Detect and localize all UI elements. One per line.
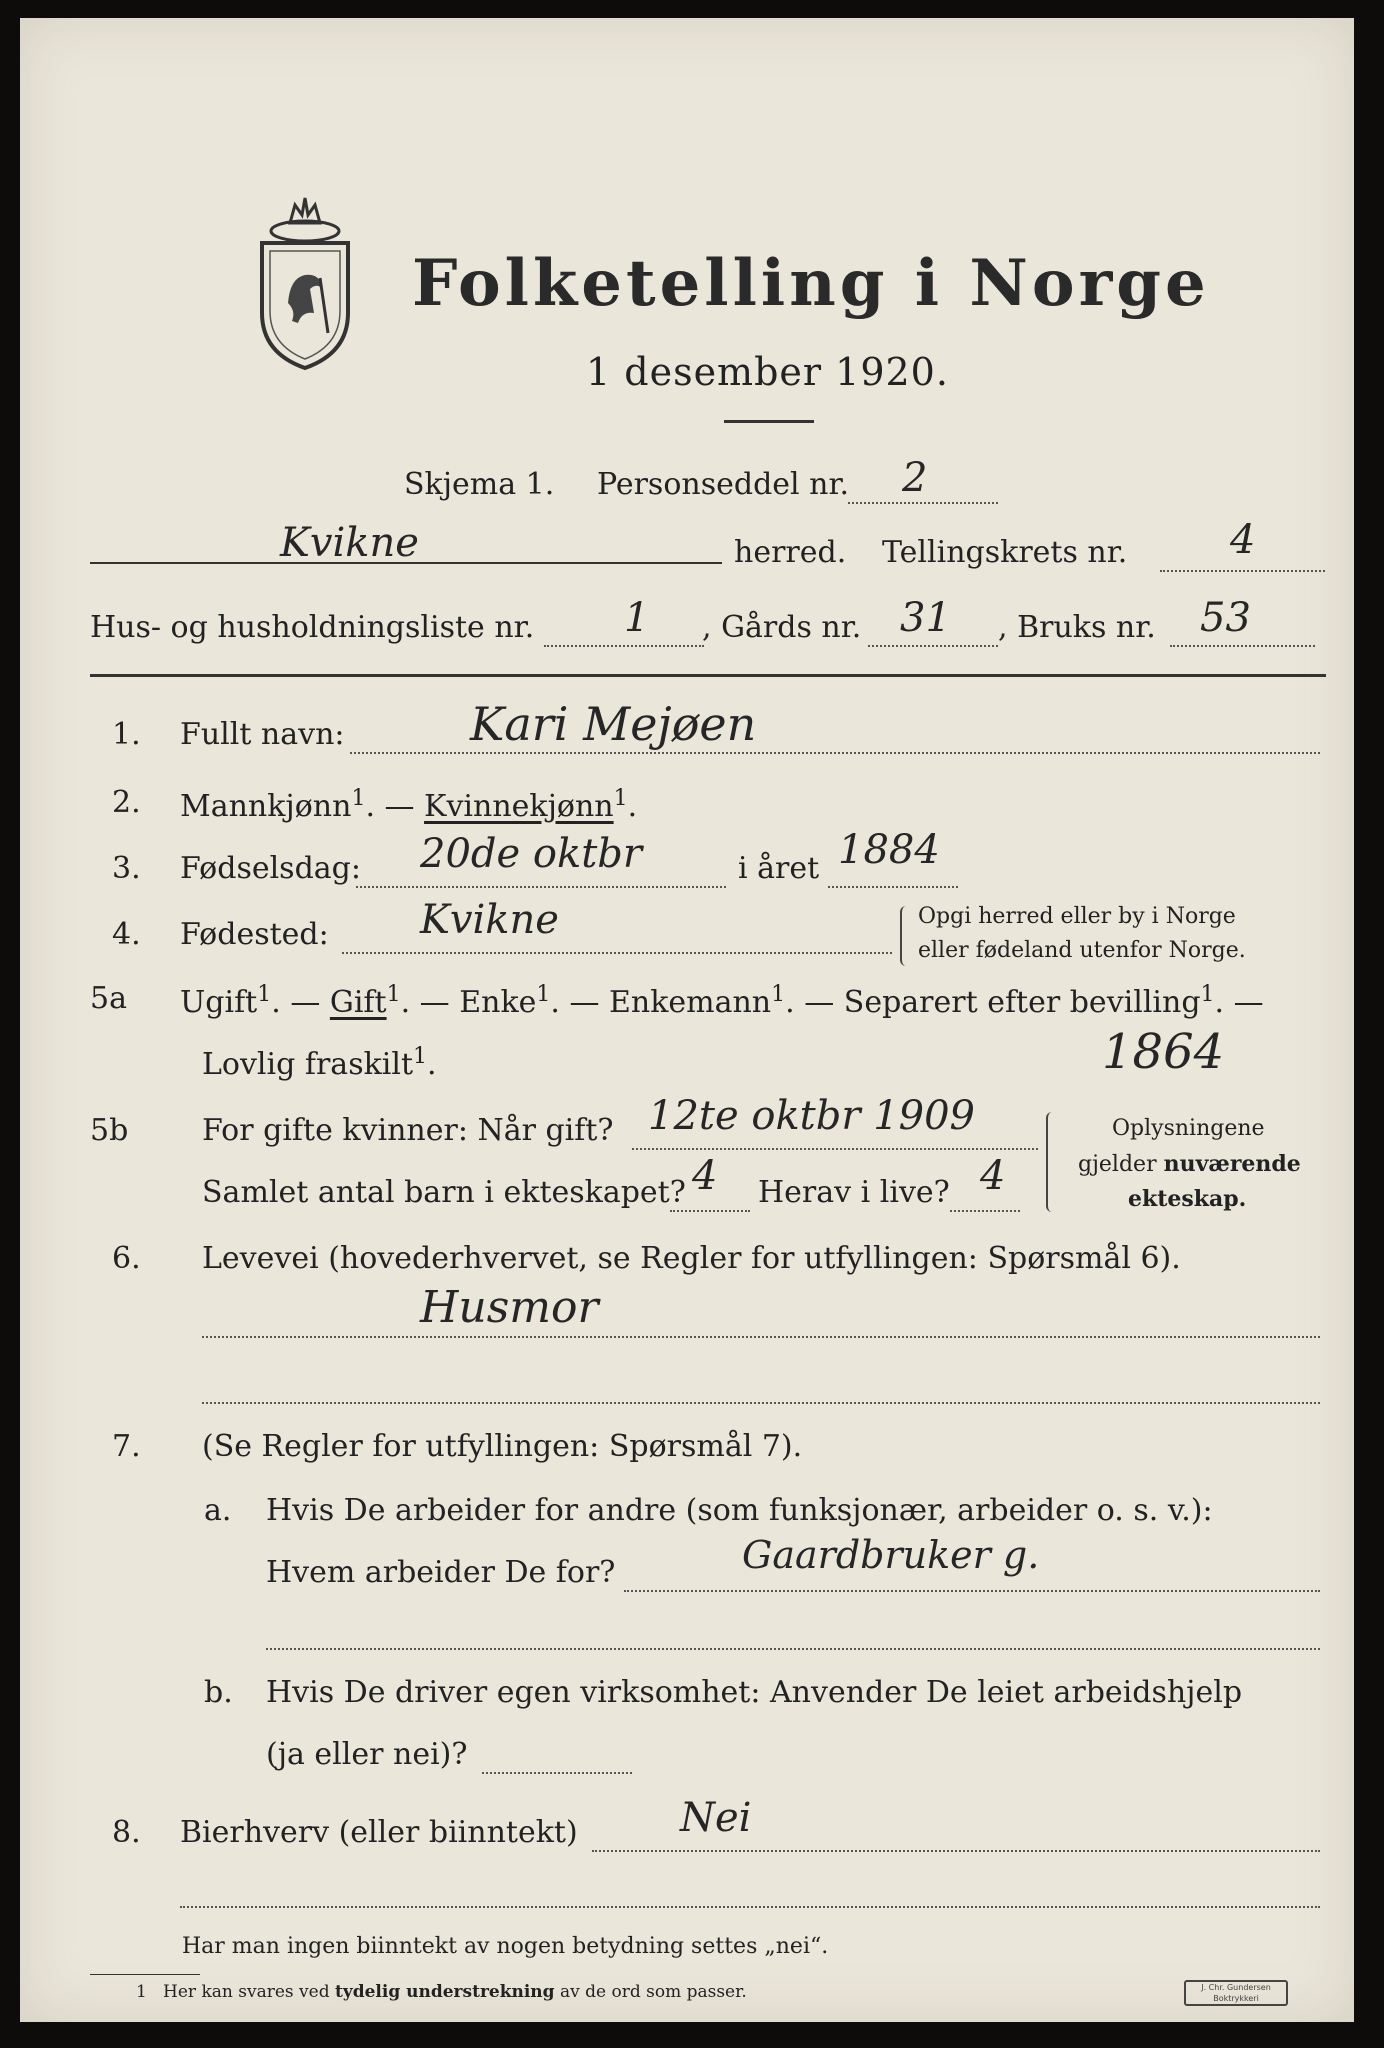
q5b-number: 5b xyxy=(90,1113,129,1148)
q5a-annotation: 1864 xyxy=(1102,1024,1225,1080)
q5b-value: 12te oktbr 1909 xyxy=(648,1093,975,1139)
q6-number: 6. xyxy=(112,1241,141,1276)
q4-label: Fødested: xyxy=(180,917,329,952)
q1-line xyxy=(350,752,1320,754)
q2-number: 2. xyxy=(112,785,141,820)
tellingskrets-label: Tellingskrets nr. xyxy=(882,535,1128,570)
q5a-gift: Gift xyxy=(329,985,387,1020)
q7a-line xyxy=(624,1590,1320,1592)
q4-brace xyxy=(900,906,912,966)
q3-line xyxy=(356,886,726,888)
form-date: 1 desember 1920. xyxy=(586,350,949,394)
q1-value: Kari Mejøen xyxy=(470,697,757,751)
q8-number: 8. xyxy=(112,1815,141,1850)
q5b-brace xyxy=(1046,1112,1060,1212)
personseddel-value: 2 xyxy=(902,455,928,501)
hus-line xyxy=(544,645,704,647)
herred-label: herred. xyxy=(734,535,847,570)
q7a-label: Hvis De arbeider for andre (som funksjonær, arbeider o. s. v.): xyxy=(266,1493,1213,1528)
q4-note-2: eller fødeland utenfor Norge. xyxy=(918,938,1246,963)
gards-value: 31 xyxy=(900,595,951,641)
q7a-value: Gaardbruker g. xyxy=(742,1533,1040,1577)
q7b-number: b. xyxy=(204,1675,233,1710)
q3-value: 20de oktbr xyxy=(420,831,643,877)
q7a-number: a. xyxy=(204,1493,232,1528)
q3-mid: i året xyxy=(738,851,820,886)
q7a-line-2 xyxy=(266,1648,1320,1650)
q5b-note-1: Oplysningene xyxy=(1112,1116,1265,1141)
personseddel-line xyxy=(848,502,998,504)
q7a-question: Hvem arbeider De for? xyxy=(266,1555,616,1590)
q6-value: Husmor xyxy=(420,1282,599,1333)
q2-text: Mannkjønn$^1$. — Kvinnekjønn$^1$. xyxy=(180,786,638,824)
tellingskrets-value: 4 xyxy=(1230,517,1256,563)
footer-divider xyxy=(90,1974,200,1975)
printer-stamp: J. Chr. Gundersen Boktrykkeri xyxy=(1184,1980,1288,2006)
q4-note-1: Opgi herred eller by i Norge xyxy=(918,904,1236,929)
bruks-line xyxy=(1170,645,1315,647)
q6-line-2 xyxy=(202,1402,1320,1404)
hus-label: Hus- og husholdningsliste nr. xyxy=(90,610,535,645)
bruks-label: , Bruks nr. xyxy=(998,610,1156,645)
q8-line xyxy=(592,1850,1320,1852)
q1-label: Fullt navn: xyxy=(180,717,345,752)
q5a-number: 5a xyxy=(90,981,127,1016)
hus-value: 1 xyxy=(624,595,650,641)
q5b-live-line xyxy=(950,1210,1020,1212)
q5b-live-value: 4 xyxy=(980,1153,1006,1199)
census-form xyxy=(20,18,1354,2022)
q5b-live-label: Herav i live? xyxy=(758,1175,950,1210)
q7b-label: Hvis De driver egen virksomhet: Anvender De leiet arbeidshjelp xyxy=(266,1675,1243,1710)
q6-line-1 xyxy=(202,1336,1320,1338)
q8-label: Bierhverv (eller biinntekt) xyxy=(180,1815,578,1850)
q5b-barn-label: Samlet antal barn i ekteskapet? xyxy=(202,1175,686,1210)
q5b-line xyxy=(632,1148,1038,1150)
q7-number: 7. xyxy=(112,1429,141,1464)
q3-year: 1884 xyxy=(838,827,940,873)
skjema-label: Skjema 1. xyxy=(404,467,555,502)
q5b-note-3: ekteskap. xyxy=(1128,1186,1247,1212)
q4-line xyxy=(342,952,892,954)
q7b-question: (ja eller nei)? xyxy=(266,1737,468,1772)
personseddel-label: Personseddel nr. xyxy=(597,467,850,502)
q3-label: Fødselsdag: xyxy=(180,851,361,886)
gards-line xyxy=(868,645,998,647)
q5b-barn-value: 4 xyxy=(692,1153,718,1199)
q3-number: 3. xyxy=(112,851,141,886)
q4-value: Kvikne xyxy=(420,897,559,943)
q5b-label: For gifte kvinner: Når gift? xyxy=(202,1113,614,1148)
tellingskrets-line xyxy=(1160,570,1325,572)
coat-of-arms-icon xyxy=(250,183,360,373)
footnote: 1 Her kan svares ved tydelig understrekning av de ord som passer. xyxy=(136,1982,747,2002)
q1-number: 1. xyxy=(112,717,141,752)
q2-kvinne: Kvinnekjønn xyxy=(424,789,614,824)
q6-label: Levevei (hovederhvervet, se Regler for utfyllingen: Spørsmål 6). xyxy=(202,1241,1181,1276)
q7-label: (Se Regler for utfyllingen: Spørsmål 7). xyxy=(202,1429,803,1464)
q7b-line xyxy=(482,1772,632,1774)
form-title: Folketelling i Norge xyxy=(412,246,1210,321)
q5a-options: Ugift$^1$. — Gift$^1$. — Enke$^1$. — Enkemann$^1$. — Separert efter bevilling$^1$. — xyxy=(180,982,1264,1020)
q8-value: Nei xyxy=(680,1795,752,1841)
q5a-line2: Lovlig fraskilt$^1$. xyxy=(202,1044,437,1082)
q8-line-2 xyxy=(180,1906,1320,1908)
q4-number: 4. xyxy=(112,917,141,952)
title-divider xyxy=(724,420,814,423)
bruks-value: 53 xyxy=(1200,595,1251,641)
q5b-barn-line xyxy=(670,1210,750,1212)
gards-label: , Gårds nr. xyxy=(702,610,862,645)
section-divider xyxy=(90,674,1326,677)
q3-year-line xyxy=(828,886,958,888)
herred-value: Kvikne xyxy=(280,520,419,566)
footer-note: Har man ingen biinntekt av nogen betydning settes „nei“. xyxy=(182,1934,829,1959)
q5b-note-2: gjelder nuværende xyxy=(1078,1151,1301,1177)
q2-mann: Mannkjønn xyxy=(180,789,352,824)
